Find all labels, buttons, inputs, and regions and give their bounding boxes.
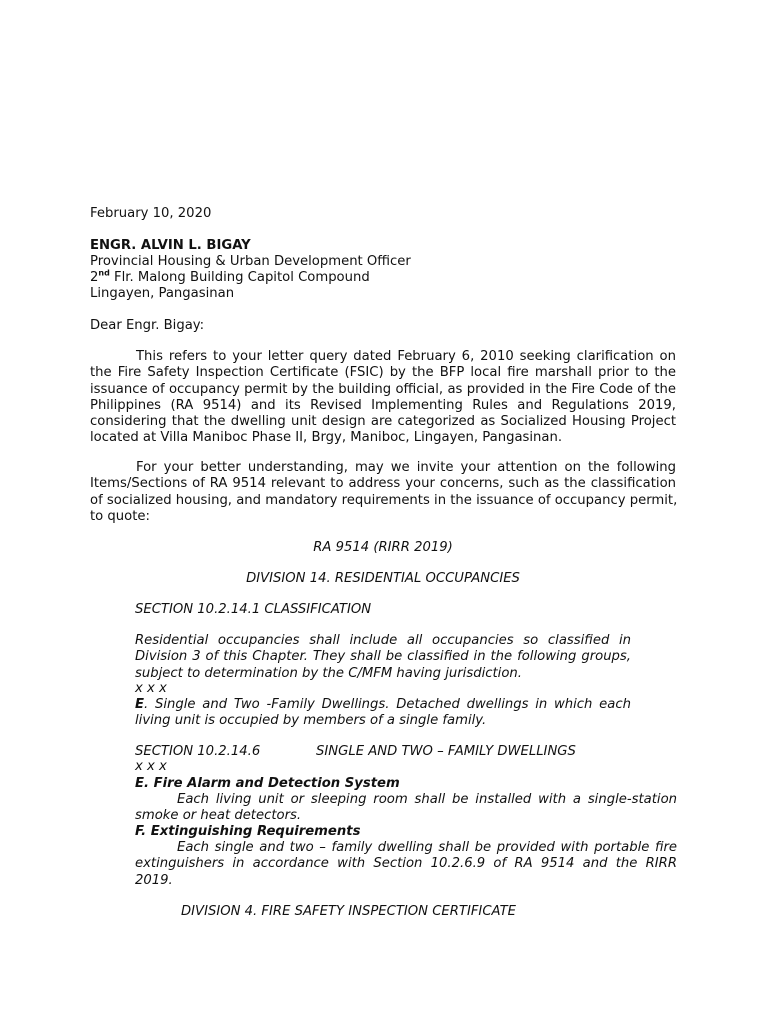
paragraph-line: considering that the dwelling unit design are categorized as Socialized Housing Project [90,414,676,430]
paragraph-line: to quote: [90,508,150,524]
recipient-city: Lingayen, Pangasinan [90,286,235,301]
item-e-line: E. Single and Two -Family Dwellings. Detached dwellings in which each [135,697,631,712]
classification-line: subject to determination by the C/MFM having jurisdiction. [135,665,522,681]
extinguishing-text [135,840,677,889]
paragraph-line: the Fire Safety Inspection Certificate (FSIC) by the BFP local fire marshall prior to the [90,365,676,381]
recipient-address [90,270,370,286]
item-e-letter: E [135,697,145,712]
fire-alarm-line: smoke or heat detectors. [135,808,302,824]
paragraph-line: issuance of occupancy permit by the building official, as provided in the Fire Code of the [90,381,676,397]
ellipsis-1: x x x [135,681,167,696]
classification-line: Division 3 of this Chapter. They shall be classified in the following groups, [135,649,631,665]
salutation: Dear Engr. Bigay: [90,318,205,333]
paragraph-line: of socialized housing, and mandatory requirements in the issuance of occupancy permit, [90,492,678,508]
division-14-heading: DIVISION 14. RESIDENTIAL OCCUPANCIES [246,571,520,586]
paragraph-line: For your better understanding, may we invite your attention on the following [136,460,676,475]
section-dwellings-number: SECTION 10.2.14.6 [135,744,261,759]
division-4-heading: DIVISION 4. FIRE SAFETY INSPECTION CERTIFICATE [181,904,516,919]
quote-heading: RA 9514 (RIRR 2019) [313,540,453,555]
classification-line: Residential occupancies shall include all occupancies so classified in [135,633,631,648]
paragraph-line: Philippines (RA 9514) and its Revised Implementing Rules and Regulations 2019, [90,397,676,413]
address-rest: Flr. Malong Building Capitol Compound [109,270,370,285]
body-paragraph-1 [90,349,676,447]
item-e-text [135,697,631,730]
fire-alarm-heading: E. Fire Alarm and Detection System [135,776,400,791]
section-classification-heading: SECTION 10.2.14.1 CLASSIFICATION [135,602,372,617]
extinguishing-line: 2019. [135,872,173,888]
body-paragraph-2 [90,460,676,525]
ellipsis-2: x x x [135,759,167,774]
fire-alarm-text [135,792,677,825]
fire-alarm-line: Each living unit or sleeping room shall be installed with a single-station [177,792,677,807]
floor-suffix: nd [98,268,110,278]
paragraph-line: Items/Sections of RA 9514 relevant to address your concerns, such as the classification [90,476,676,492]
item-e-line: living unit is occupied by members of a single family. [135,713,487,729]
paragraph-line: This refers to your letter query dated February 6, 2010 seeking clarification on [136,349,676,364]
recipient-name: ENGR. ALVIN L. BIGAY [90,238,251,253]
classification-text [135,633,631,682]
letter-date: February 10, 2020 [90,206,212,221]
paragraph-line: located at Villa Maniboc Phase II, Brgy, Maniboc, Lingayen, Pangasinan. [90,430,563,446]
floor-number: 2 [90,270,99,285]
section-dwellings-title: SINGLE AND TWO – FAMILY DWELLINGS [316,744,576,759]
extinguishing-heading: F. Extinguishing Requirements [135,824,361,839]
extinguishing-line: Each single and two – family dwelling shall be provided with portable fire [177,840,677,855]
recipient-title: Provincial Housing & Urban Development Officer [90,254,411,269]
extinguishing-line: extinguishers in accordance with Section 10.2.6.9 of RA 9514 and the RIRR [135,856,677,872]
